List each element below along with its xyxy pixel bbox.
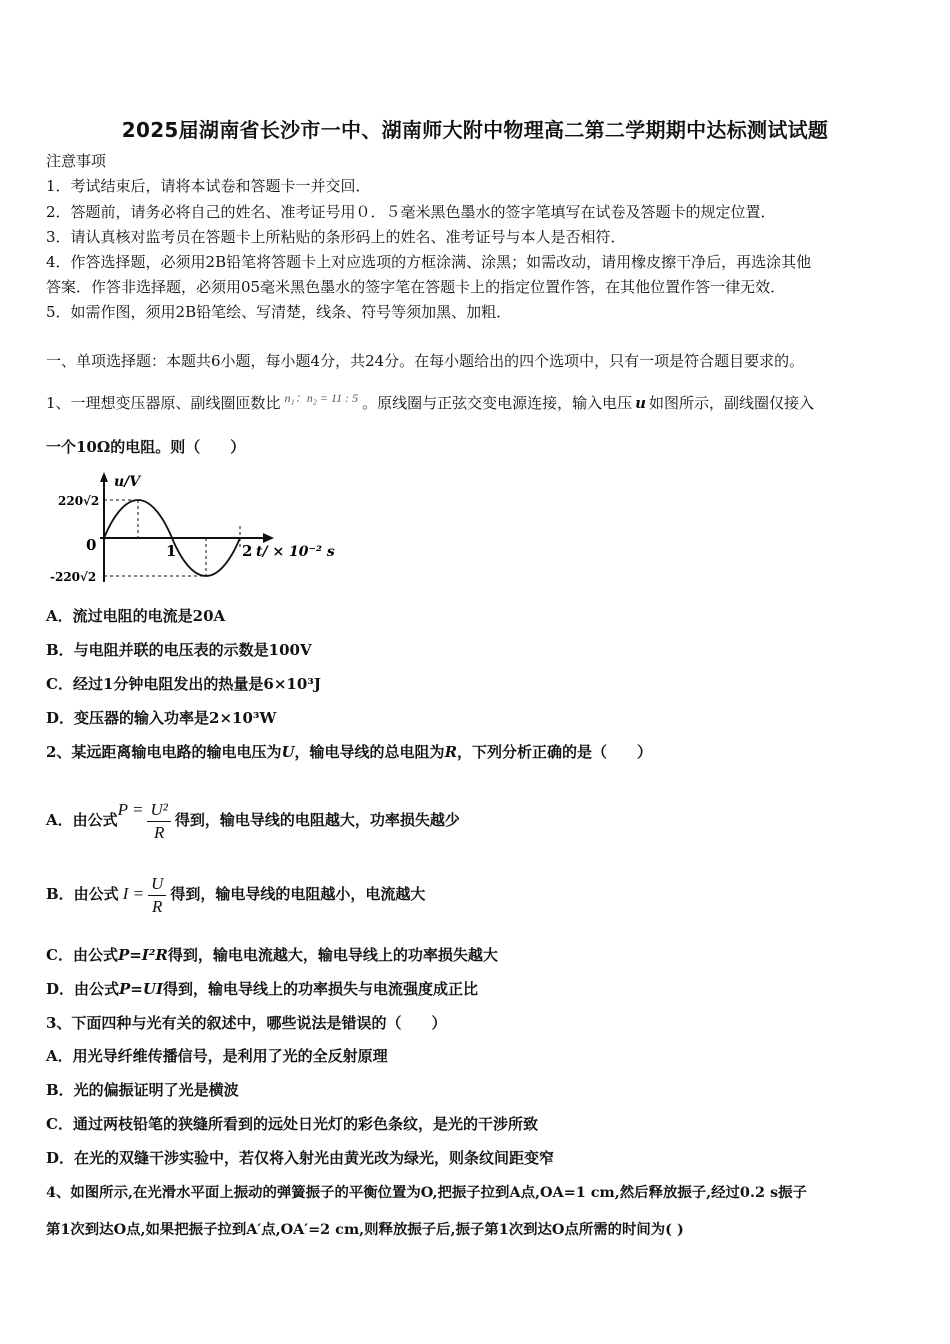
q2-option-a-lhs: P = xyxy=(117,800,144,819)
q2-option-a xyxy=(46,782,460,848)
notice-item-2: 2．答题前，请务必将自己的姓名、准考证号用０．５毫米黑色墨水的签字笔填写在试卷及答题卡的规定位置． xyxy=(46,203,776,221)
notice-item-1: 1．考试结束后，请将本试卷和答题卡一并交回． xyxy=(46,177,371,195)
q2-stem-3: ，下列分析正确的是（ ） xyxy=(457,743,653,761)
q2-option-b-lhs: I = xyxy=(122,884,145,903)
q1-stem-line1 xyxy=(46,388,814,413)
q2-option-b-post: 得到，输电导线的电阻越小，电流越大 xyxy=(170,885,426,903)
q2-option-c-post: 得到，输电电流越大，输电导线上的功率损失越大 xyxy=(167,946,498,964)
tick-1-label: 1 xyxy=(166,542,177,560)
q2-option-c-formula: P=I²R xyxy=(117,946,168,964)
q2-symbol-u: U xyxy=(281,743,295,761)
q2-option-a-denominator: R xyxy=(153,822,165,842)
q1-turns-ratio: n₁：n₂ = 11 : 5 xyxy=(284,391,359,405)
q3-stem: 3、下面四种与光有关的叙述中，哪些说法是错误的（ ） xyxy=(46,1014,447,1032)
q2-option-b-denominator: R xyxy=(152,896,163,916)
t-axis-arrow xyxy=(263,533,274,543)
q3-option-a: A．用光导纤维传播信号，是利用了光的全反射原理 xyxy=(46,1047,388,1065)
q4-stem-line1: 4、如图所示,在光滑水平面上振动的弹簧振子的平衡位置为O,把振子拉到A点,OA=1 cm,然后释放振子,经过0.2 s振子 xyxy=(46,1184,807,1201)
notice-item-3: 3．请认真核对监考员在答题卡上所粘贴的条形码上的姓名、准考证号与本人是否相符． xyxy=(46,228,626,246)
q2-option-d-post: 得到，输电导线上的功率损失与电流强度成正比 xyxy=(162,980,478,998)
q3-option-d: D．在光的双缝干涉实验中，若仅将入射光由黄光改为绿光，则条纹间距变窄 xyxy=(46,1149,555,1167)
q2-option-a-post: 得到，输电导线的电阻越大，功率损失越少 xyxy=(174,811,460,829)
q2-option-a-fraction xyxy=(147,799,170,844)
q2-option-b-numerator: U xyxy=(148,873,166,896)
q1-option-b: B．与电阻并联的电压表的示数是100V xyxy=(46,641,312,659)
q2-stem-1: 2、某远距离输电电路的输电电压为 xyxy=(46,743,282,761)
q1-stem-line2: 一个10Ω的电阻。则（ ） xyxy=(46,438,246,456)
notice-item-4-cont: 答案．作答非选择题，必须用05毫米黑色墨水的签字笔在答题卡上的指定位置作答，在其他位置作答一律无效． xyxy=(46,278,786,296)
q3-option-b: B．光的偏振证明了光是横波 xyxy=(46,1081,239,1099)
q2-option-d-pre: D．由公式 xyxy=(46,980,120,998)
exam-title: 2025届湖南省长沙市一中、湖南师大附中物理高二第二学期期中达标测试试题 xyxy=(121,118,829,142)
origin-label: 0 xyxy=(86,536,97,554)
q2-stem xyxy=(46,742,652,762)
q2-option-a-pre: A．由公式 xyxy=(46,811,118,829)
q2-symbol-r: R xyxy=(444,743,458,761)
q2-option-a-numerator: U² xyxy=(147,799,170,822)
q4-stem-line2: 第1次到达O点,如果把振子拉到A′点,OA′=2 cm,则释放振子后,振子第1次到达O点所需的时间为( ) xyxy=(46,1221,684,1238)
y-axis-arrow xyxy=(100,472,108,482)
tick-2-label: 2 xyxy=(242,542,253,560)
q1-stem-end: 如图所示，副线圈仅接入 xyxy=(649,394,815,412)
notice-heading: 注意事项 xyxy=(46,152,107,170)
q2-option-b-pre: B．由公式 xyxy=(46,885,119,903)
q2-stem-2: ，输电导线的总电阻为 xyxy=(294,743,445,761)
y-peak-label: 220√2 xyxy=(58,494,100,508)
q2-option-b-fraction xyxy=(148,873,166,918)
q2-option-c xyxy=(46,945,498,965)
q2-option-b xyxy=(46,866,425,922)
q1-voltage-graph xyxy=(46,470,346,590)
q2-option-d xyxy=(46,979,478,999)
q1-option-c: C．经过1分钟电阻发出的热量是6×10³J xyxy=(46,675,321,693)
q1-stem-pre: 1、一理想变压器原、副线圈匝数比 xyxy=(46,394,281,412)
notice-item-5: 5．如需作图，须用2B铅笔绘、写清楚，线条、符号等须加黑、加粗． xyxy=(46,303,512,321)
q1-stem-post: 。原线圈与正弦交变电源连接，输入电压 xyxy=(362,394,633,412)
q1-option-a: A．流过电阻的电流是20A xyxy=(46,607,226,625)
q1-u-symbol: u xyxy=(635,394,647,412)
t-axis-label: t/ × 10⁻² s xyxy=(256,544,335,560)
q2-option-d-formula: P=UI xyxy=(119,980,163,998)
q3-option-c: C．通过两枝铅笔的狭缝所看到的远处日光灯的彩色条纹，是光的干涉所致 xyxy=(46,1115,538,1133)
y-trough-label: -220√2 xyxy=(50,570,97,584)
q1-option-d: D．变压器的输入功率是2×10³W xyxy=(46,709,277,727)
q2-option-c-pre: C．由公式 xyxy=(46,946,118,964)
y-axis-label: u/V xyxy=(114,474,141,490)
notice-item-4: 4．作答选择题，必须用2B铅笔将答题卡上对应选项的方框涂满、涂黑；如需改动，请用橡皮擦干净后，再选涂其他 xyxy=(46,253,812,271)
section-heading: 一、单项选择题：本题共6小题，每小题4分，共24分。在每小题给出的四个选项中，只有一项是符合题目要求的。 xyxy=(46,352,805,370)
